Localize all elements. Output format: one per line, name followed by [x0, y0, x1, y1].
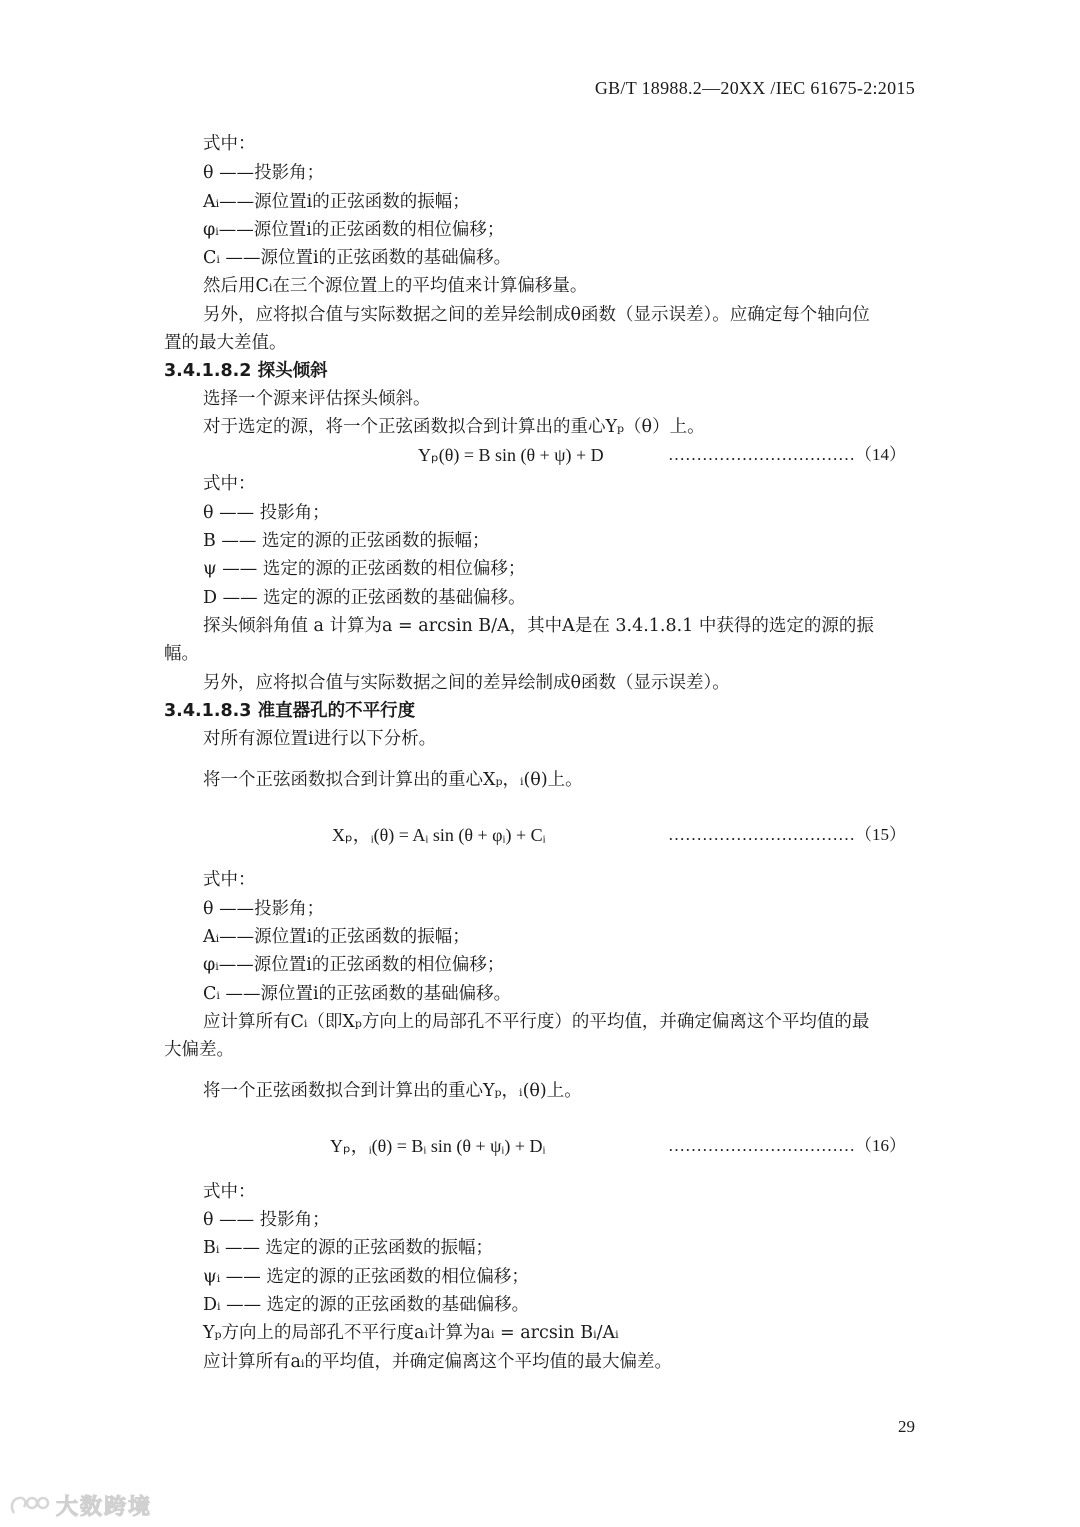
- formula: Xₚ，ᵢ(θ) = Aᵢ sin (θ + φᵢ) + Cᵢ: [332, 825, 546, 845]
- text-line: θ ——投影角；: [203, 163, 325, 183]
- text-line: θ ——投影角；: [203, 899, 325, 919]
- text-line: 应计算所有aᵢ的平均值，并确定偏离这个平均值的最大偏差。: [203, 1352, 672, 1372]
- equation-number: ……………………………（14）: [668, 445, 906, 464]
- text-line: Aᵢ——源位置i的正弦函数的振幅；: [203, 927, 470, 947]
- text-line: 式中：: [203, 474, 256, 494]
- text-line: Yₚ方向上的局部孔不平行度aᵢ计算为aᵢ = arcsin Bᵢ/Aᵢ: [203, 1323, 619, 1343]
- text-line: 将一个正弦函数拟合到计算出的重心Yₚ，ᵢ(θ)上。: [203, 1081, 582, 1101]
- text-line: 式中：: [203, 1182, 256, 1202]
- page-number: 29: [898, 1417, 915, 1436]
- text-line: 然后用Cᵢ在三个源位置上的平均值来计算偏移量。: [203, 276, 588, 296]
- text-line: 幅。: [164, 644, 199, 664]
- text-line: 应计算所有Cᵢ（即Xₚ方向上的局部孔不平行度）的平均值，并确定偏离这个平均值的最: [203, 1012, 870, 1032]
- text-line: 式中：: [203, 134, 256, 154]
- logo-icon: [8, 1493, 50, 1519]
- text-line: 探头倾斜角值 a 计算为a = arcsin B/A，其中A是在 3.4.1.8.1 中获得的选定的源的振: [203, 616, 874, 636]
- text-line: Bᵢ —— 选定的源的正弦函数的振幅；: [203, 1238, 494, 1258]
- text-line: 式中：: [203, 870, 256, 890]
- text-line: Aᵢ——源位置i的正弦函数的振幅；: [203, 192, 470, 212]
- text-line: 对所有源位置i进行以下分析。: [203, 729, 437, 749]
- text-line: 另外，应将拟合值与实际数据之间的差异绘制成θ函数（显示误差）。: [203, 673, 730, 693]
- text-line: 对于选定的源，将一个正弦函数拟合到计算出的重心Yₚ（θ）上。: [203, 417, 705, 437]
- standard-id-header: GB/T 18988.2—20XX /IEC 61675-2:2015: [594, 78, 915, 98]
- formula: Yₚ(θ) = B sin (θ + ψ) + D: [418, 445, 604, 465]
- watermark-text: 大数跨境: [56, 1495, 153, 1520]
- text-line: φᵢ——源位置i的正弦函数的相位偏移；: [203, 955, 505, 975]
- text-line: Cᵢ ——源位置i的正弦函数的基础偏移。: [203, 248, 512, 268]
- watermark-logo: [8, 1490, 152, 1521]
- text-line: ψᵢ —— 选定的源的正弦函数的相位偏移；: [203, 1267, 529, 1287]
- text-line: 大偏差。: [164, 1040, 234, 1060]
- text-line: Cᵢ ——源位置i的正弦函数的基础偏移。: [203, 984, 512, 1004]
- section-heading: 3.4.1.8.3 准直器孔的不平行度: [164, 701, 416, 721]
- text-line: φᵢ——源位置i的正弦函数的相位偏移；: [203, 220, 505, 240]
- text-line: B —— 选定的源的正弦函数的振幅；: [203, 531, 490, 551]
- text-line: 置的最大差值。: [164, 333, 287, 353]
- equation-number: ……………………………（16）: [668, 1136, 906, 1155]
- equation-number: ……………………………（15）: [668, 825, 906, 844]
- text-line: ψ —— 选定的源的正弦函数的相位偏移；: [203, 559, 526, 579]
- text-line: θ —— 投影角；: [203, 1210, 330, 1230]
- section-heading: 3.4.1.8.2 探头倾斜: [164, 361, 328, 381]
- text-line: θ —— 投影角；: [203, 503, 330, 523]
- text-line: 选择一个源来评估探头倾斜。: [203, 389, 431, 409]
- text-line: D —— 选定的源的正弦函数的基础偏移。: [203, 588, 526, 608]
- formula: Yₚ，ᵢ(θ) = Bᵢ sin (θ + ψᵢ) + Dᵢ: [330, 1136, 546, 1156]
- text-line: 另外，应将拟合值与实际数据之间的差异绘制成θ函数（显示误差）。应确定每个轴向位: [203, 305, 870, 325]
- text-line: Dᵢ —— 选定的源的正弦函数的基础偏移。: [203, 1295, 530, 1315]
- text-line: 将一个正弦函数拟合到计算出的重心Xₚ，ᵢ(θ)上。: [203, 770, 583, 790]
